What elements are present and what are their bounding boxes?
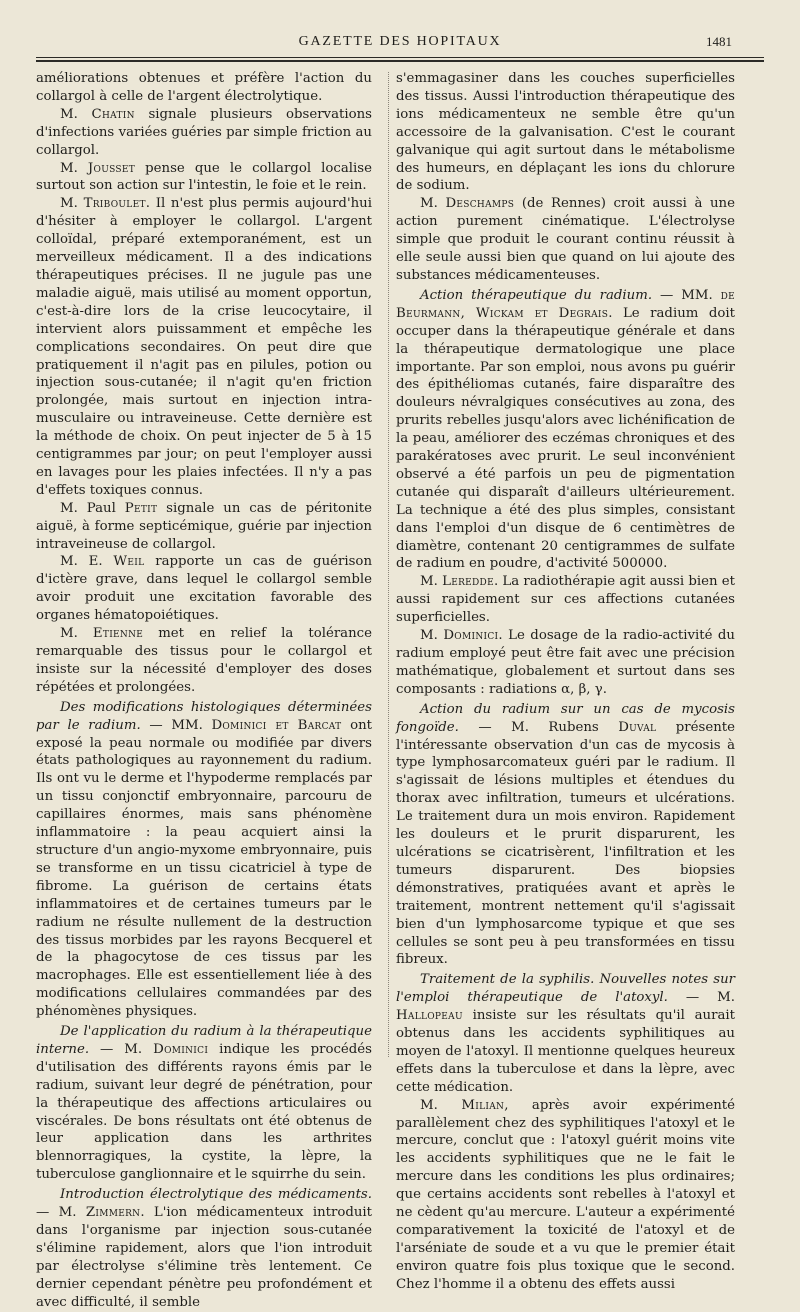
speaker-name: Zimmern <box>85 1205 141 1221</box>
speaker-prefix: M. <box>60 196 84 212</box>
speaker-paragraph <box>396 1097 735 1294</box>
speaker-paragraph <box>36 500 372 554</box>
paragraph-text: . Le dosage de la radio-activité du radium employé peut être fait avec une précision mathématique, globalement et surtout dans ses composants : radiations α, β, γ. <box>396 628 735 697</box>
paragraph <box>36 70 372 106</box>
section-paragraph <box>36 699 372 1021</box>
speaker-paragraph <box>36 160 372 196</box>
speaker-prefix: M. <box>420 574 443 590</box>
paragraph-text: signale un cas de péritonite aiguë, à forme septicémique, guérie par injection intraveineuse de collargol. <box>36 500 372 552</box>
speaker-prefix: M. <box>60 626 93 642</box>
section-title: Traitement de la syphilis. Nouvelles notes sur l'emploi thérapeutique de l'atoxyl. <box>396 972 735 1006</box>
speaker-prefix: M. E. <box>60 554 114 570</box>
paragraph-text: . Le radium doit occuper dans la thérapeutique générale et dans la thérapeutique dermatologique une place importante. Par son emploi, nous avons pu guérir des épithéliomas cutanés, faire disparaître des douleurs névralgiques consécutives au zona, des prurits rebelles jusqu'alors avec lichénification de la peau, améliorer des eczémas chroniques et des parakératoses avec prurit. Le seul inconvénient observé a été parfois un peu de pigmentation cutanée qui disparaît d'ailleurs ultérieurement. La technique a été des plus simples, consistant dans l'emploi d'un disque de 6 centimètres de diamètre, contenant 20 centigrammes de sulfate de radium en poudre, d'activité 500000. <box>396 305 735 572</box>
speaker-paragraph <box>396 195 735 285</box>
section-dash: — M. <box>667 990 735 1006</box>
section-title: Des modifications histologiques déterminées par le radium. <box>36 699 372 733</box>
paragraph-text: . L'ion médicamenteux introduit dans l'organisme par injection sous-cutanée s'élimine rapidement, alors que l'ion introduit par électrolyse s'élimine très lentement. Ce dernier cependant pénètre peu profondément et avec difficulté, il semble <box>36 1205 373 1310</box>
speaker-name: Deschamps <box>445 196 515 212</box>
right-column <box>396 70 735 1294</box>
speaker-name: Chatin <box>91 106 135 122</box>
paragraph-text: présente l'intéressante observation d'un cas de mycosis à type lymphosarcomateux guéri par le radium. Il s'agissait de lésions multiples et étendues du thorax avec infiltration, tumeurs et ulcérations. Le traitement dura un mois environ. Rapidement les douleurs et le prurit disparurent, les ulcérations se cicatrisèrent, l'infiltration et les tumeurs disparurent. Des biopsies démonstratives, pratiquées avant et après le traitement, montrent nettement qu'il s'agissait bien d'un lymphosarcome typique et que ses cellules se sont peu à peu transformées en tissu fibreux. <box>396 719 735 968</box>
paragraph-text: ont exposé la peau normale ou modifiée par divers états pathologiques au rayonnement du radium. Ils ont vu le derme et l'hypoderme remplacés par un tissu conjonctif embryonnaire, parcouru de capillaires énormes, mais sans phénomène inflammatoire : la peau acquiert ainsi la structure d'un angio-myxome embryonnaire, puis se transforme en un tissu cicatriciel à type de fibrome. La guérison de certains états inflammatoires et de certaines tumeurs par le radium ne résulte nullement de la destruction des tissus morbides par les rayons Becquerel et de la phagocytose de ces tissus par les macrophages. Elle est essentiellement liée à des modifications cellulaires commandées par des phénomènes physiques. <box>36 717 372 1020</box>
speaker-name: Petit <box>124 500 158 516</box>
paragraph-text: . Il n'est plus permis aujourd'hui d'hésiter à employer le collargol. L'argent colloïdal, préparé extemporanément, est un merveilleux médicament. Il a des indications thérapeutiques précises. Il ne jugule pas une maladie aiguë, mais utilisé au moment opportun, c'est-à-dire lors de la crise leucocytaire, il intervient alors puissamment et empêche les complications secondaires. On peut dire que pratiquement il n'agit pas en pilules, potion ou injection sous-cutanée; il n'agit qu'en friction prolongée, mais surtout en injection intra-musculaire ou intraveineuse. Cette dernière est la méthode de choix. On peut injecter de 5 à 15 centigrammes par jour; on peut l'employer aussi en lavages pour les plaies infectées. Il n'y a pas d'effets toxiques connus. <box>36 196 372 498</box>
speaker-name: Dominici et Barcat <box>211 717 342 733</box>
journal-title: GAZETTE DES HOPITAUX <box>298 34 502 49</box>
paragraph-text: , après avoir expérimenté parallèlement chez des syphilitiques l'atoxyl et le mercure, conclut que : l'atoxyl guérit moins vite les accidents syphilitiques que ne le fait le mercure dans les conditions les plus ordinaires; que certains accidents sont rebelles à l'atoxyl et ne cèdent qu'au mercure. L'auteur a expérimenté comparativement la toxicité de l'atoxyl et de l'arséniate de soude et a vu que le premier était environ quatre fois plus toxique que le second. Chez l'homme il a obtenu des effets aussi <box>396 1097 735 1292</box>
speaker-prefix: M. <box>420 196 446 212</box>
section-title: Action thérapeutique du radium. <box>420 287 653 303</box>
page-header <box>0 34 800 54</box>
speaker-name: Etienne <box>92 626 144 642</box>
speaker-prefix: M. <box>60 160 88 176</box>
paragraph-text: insiste sur les résultats qu'il aurait obtenus dans les accidents syphilitiques au moyen de l'atoxyl. Il mentionne quelques heureux effets dans la tuberculose et dans la lèpre, avec cette médication. <box>396 1008 735 1095</box>
paragraph-text: rapporte un cas de guérison d'ictère grave, dans lequel le collargol semble avoir produit une excitation favorable des organes hématopoiétiques. <box>36 554 373 624</box>
paragraph-text: s'emmagasiner dans les couches superficielles des tissus. Aussi l'introduction thérapeutique des ions médicamenteux ne semble être qu'un accessoire de la galvanisation. C'est le courant galvanique qui agit surtout dans le métabolisme des humeurs, en déplaçant les ions du chlorure de sodium. <box>396 71 735 194</box>
speaker-name: Duval <box>618 719 657 735</box>
paragraph <box>396 70 735 195</box>
page-number: 1481 <box>706 34 732 49</box>
section-title: Action du radium sur un cas de mycosis fongoïde. <box>396 701 735 735</box>
speaker-name: Weil <box>113 554 145 570</box>
speaker-name: Hallopeau <box>396 1008 463 1024</box>
paragraph-text: indique les procédés d'utilisation des différents rayons émis par le radium, suivant leur degré de pénétration, pour la thérapeutique des affections articulaires ou viscérales. De bons résultats ont été obtenus de leur application dans les arthrites blennorragiques, la cystite, la lèpre, la tuberculose ganglionnaire et le squirrhe du sein. <box>36 1041 372 1183</box>
paragraph-text: pense que le collargol localise surtout son action sur l'intestin, le foie et le rein. <box>36 160 372 194</box>
section-title: De l'application du radium à la thérapeutique interne. <box>36 1024 372 1057</box>
speaker-prefix: M. Paul <box>60 500 125 516</box>
paragraph-text: . La radiothérapie agit aussi bien et aussi rapidement sur ces affections cutanées superficielles. <box>396 574 735 626</box>
section-dash: — MM. <box>652 287 721 303</box>
speaker-prefix: M. <box>420 1097 462 1113</box>
speaker-name: Leredde <box>442 574 494 590</box>
paragraph-text: signale plusieurs observations d'infections variées guéries par simple friction au collargol. <box>36 106 372 158</box>
section-paragraph <box>396 971 735 1096</box>
section-paragraph <box>396 287 735 574</box>
section-title: Introduction électrolytique des médicaments. <box>60 1187 372 1203</box>
paragraph-text: (de Rennes) croit aussi à une action purement cinématique. L'électrolyse simple que produit le courant continu réussit à elle seule aussi bien que quand on lui ajoute des substances médicamenteuses. <box>396 196 735 283</box>
section-paragraph <box>396 701 735 970</box>
section-paragraph <box>36 1023 372 1184</box>
speaker-prefix: M. <box>420 628 444 644</box>
section-dash: — M. <box>89 1041 154 1057</box>
speaker-name: de Beurmann, Wickam et Degrais <box>396 287 736 321</box>
speaker-name: Milian <box>461 1097 505 1113</box>
column-divider <box>388 72 389 1057</box>
section-dash: — M. Rubens <box>458 719 619 735</box>
speaker-name: Dominici <box>443 628 499 644</box>
speaker-name: Dominici <box>153 1041 209 1057</box>
section-dash: — M. <box>36 1205 86 1221</box>
speaker-paragraph <box>396 573 735 627</box>
header-rule-thin <box>36 57 764 58</box>
speaker-name: Jousset <box>87 160 136 176</box>
header-rule-thick <box>36 60 764 62</box>
speaker-paragraph <box>36 106 372 160</box>
speaker-name: Triboulet <box>83 196 146 212</box>
left-column <box>36 70 372 1312</box>
section-dash: — MM. <box>140 717 212 733</box>
paragraph-text: met en relief la tolérance remarquable des tissus pour le collargol et insiste sur la nécessité d'employer des doses répétées et prolongées. <box>36 626 372 695</box>
paragraph-text: améliorations obtenues et préfère l'action du collargol à celle de l'argent électrolytique. <box>36 71 372 104</box>
section-paragraph <box>36 1186 372 1311</box>
speaker-paragraph <box>396 627 735 699</box>
speaker-paragraph <box>36 553 372 625</box>
speaker-prefix: M. <box>60 106 92 122</box>
speaker-paragraph <box>36 195 372 499</box>
speaker-paragraph <box>36 625 372 697</box>
